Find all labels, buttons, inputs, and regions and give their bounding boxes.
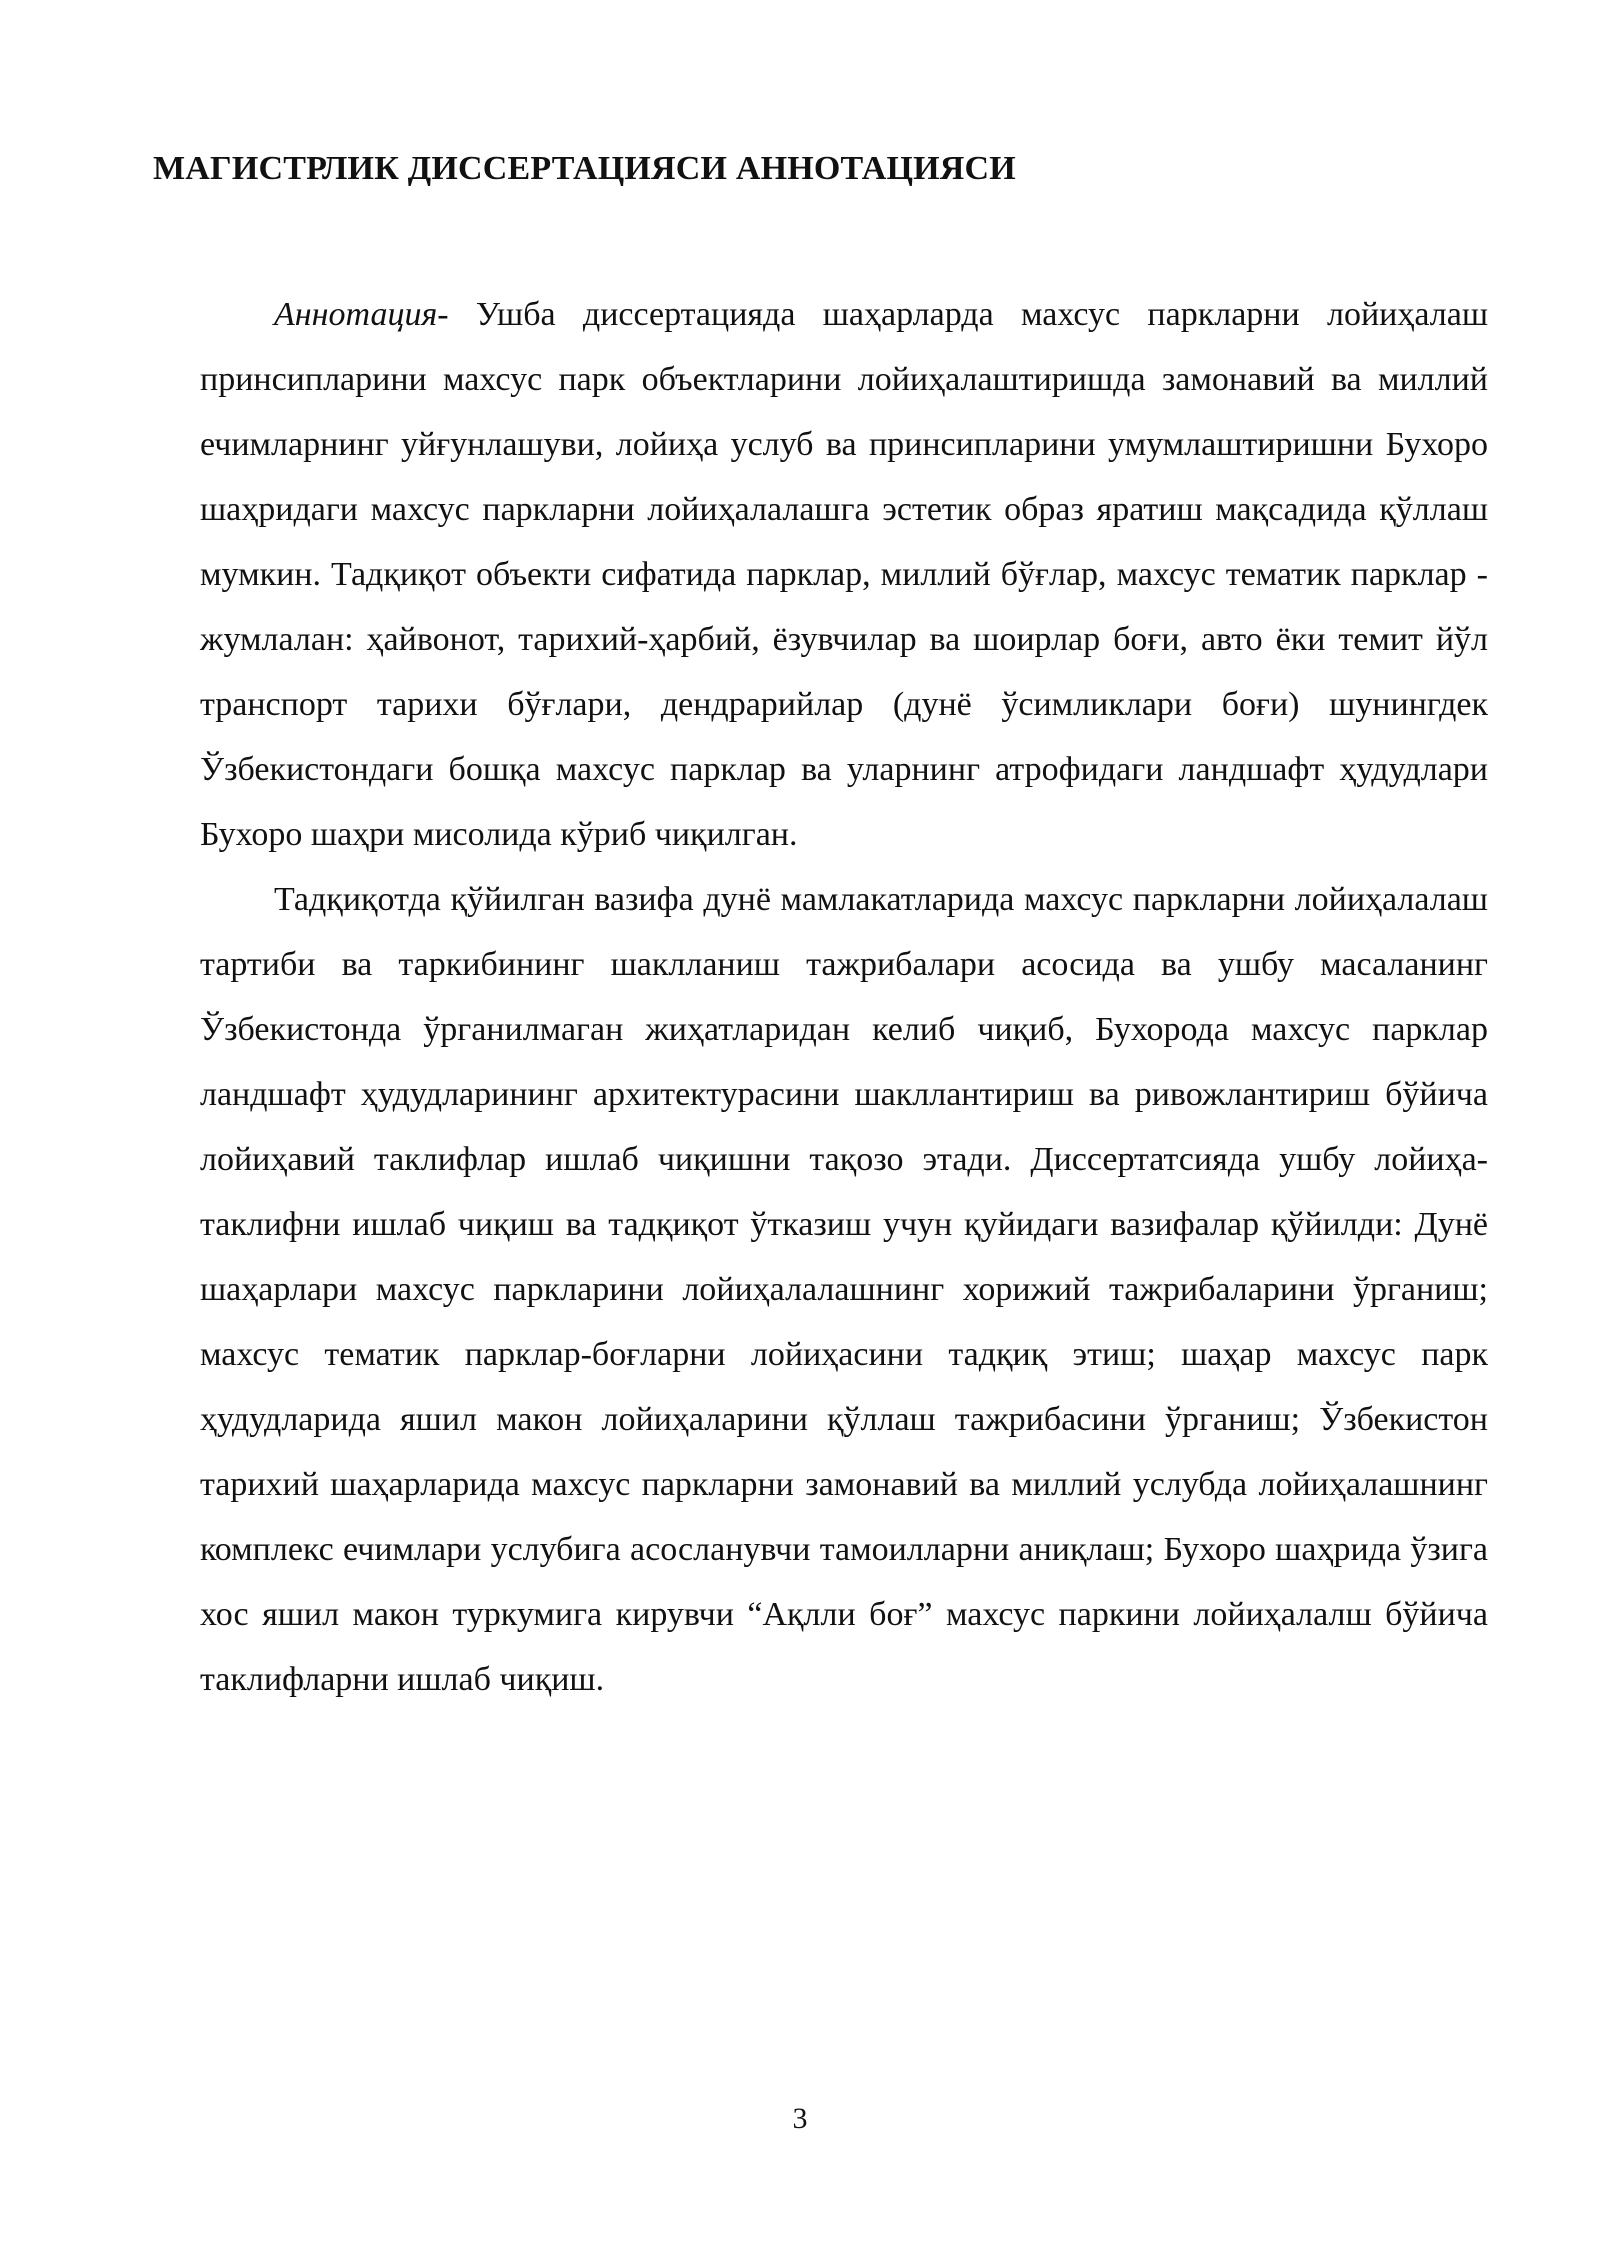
paragraph-annotation — [200, 282, 1488, 867]
annotation-label: Аннотация- — [274, 296, 449, 333]
page-number: 3 — [792, 2102, 808, 2135]
paragraph-tasks: Тадқиқотда қўйилган вазифа дунё мамлакатларида махсус паркларни лойиҳалалаш тартиби ва таркибининг шаклланиш тажрибалари асосида ва ушбу масаланинг Ўзбекистонда ўрганилмаган жиҳатларидан келиб чиқиб, Бухорода махсус парклар ландшафт ҳудудларининг архитектурасини шакллантириш ва ривожлантириш бўйича лойиҳавий таклифлар ишлаб чиқишни тақозо этади. Диссертатсияда ушбу лойиҳа-таклифни ишлаб чиқиш ва тадқиқот ўтказиш учун қуйидаги вазифалар қўйилди: Дунё шаҳарлари махсус паркларини лойиҳалалашнинг хорижий тажрибаларини ўрганиш; махсус тематик парклар-боғларни лойиҳасини тадқиқ этиш; шаҳар махсус парк ҳудудларида яшил макон лойиҳаларини қўллаш тажрибасини ўрганиш; Ўзбекистон тарихий шаҳарларида махсус паркларни замонавий ва миллий услубда лойиҳалашнинг комплекс ечимлари услубига асосланувчи тамоилларни аниқлаш; Бухоро шаҳрида ўзига хос яшил макон туркумига кирувчи “Ақлли боғ” махсус паркини лойиҳалалш бўйича таклифларни ишлаб чиқиш. — [200, 881, 1488, 1698]
annotation-text: Ушба диссертацияда шаҳарларда махсус паркларни лойиҳалаш принсипларини махсус парк объектларини лойиҳалаштиришда замонавий ва миллий ечимларнинг уйғунлашуви, лойиҳа услуб ва принсипларини умумлаштиришни Бухоро шаҳридаги махсус паркларни лойиҳалалашга эстетик образ яратиш мақсадида қўллаш мумкин. Тадқиқот объекти сифатида парклар, миллий бўғлар, махсус тематик парклар - жумлалан: ҳайвонот, тарихий-ҳарбий, ёзувчилар ва шоирлар боғи, авто ёки темит йўл транспорт тарихи бўғлари, дендрарийлар (дунё ўсимликлари боғи) шунингдек Ўзбекистондаги бошқа махсус парклар ва уларнинг атрофидаги ландшафт ҳудудлари Бухоро шаҳри мисолида кўриб чиқилган. — [200, 296, 1488, 853]
document-body — [200, 282, 1488, 1712]
document-title: МАГИСТРЛИК ДИССЕРТАЦИЯСИ АННОТАЦИЯСИ — [153, 150, 1016, 187]
